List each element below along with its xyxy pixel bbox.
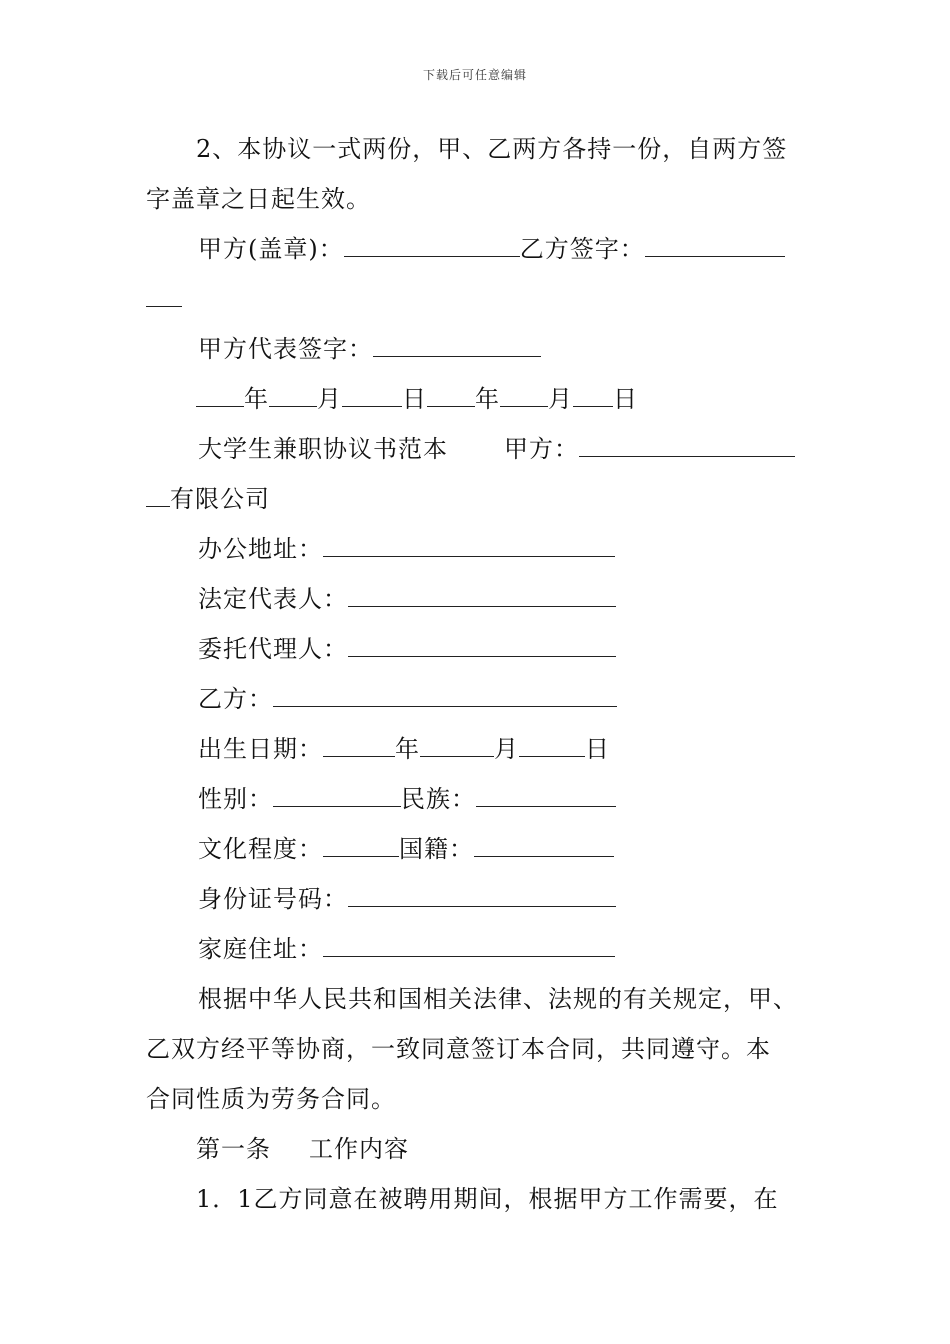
gender-label: 性别： [198, 785, 273, 813]
birth-month-label: 月 [494, 735, 519, 763]
agent-blank[interactable] [348, 634, 616, 657]
gender-ethnicity-line [198, 784, 616, 814]
party-a-seal-label: 甲方(盖章)： [198, 235, 344, 263]
company-suffix: 有限公司 [170, 485, 270, 513]
party-a-name-blank[interactable] [579, 434, 795, 457]
education-label: 文化程度： [198, 835, 323, 863]
date-line [196, 384, 638, 414]
birth-year-label: 年 [395, 735, 420, 763]
date-1-day-blank[interactable] [342, 384, 402, 407]
date-2-year-label: 年 [475, 385, 500, 413]
date-2-year-blank[interactable] [427, 384, 475, 407]
article-1-heading [196, 1134, 409, 1164]
party-b-line [198, 684, 617, 714]
date-2-day-label: 日 [613, 385, 638, 413]
ethnicity-blank[interactable] [476, 784, 616, 807]
page-header-caption: 下载后可任意编辑 [422, 68, 527, 82]
party-b-sign-blank-continued[interactable] [146, 284, 182, 307]
party-b-sign-blank[interactable] [645, 234, 785, 257]
party-b-sign-label: 乙方签字： [519, 235, 645, 263]
home-address-label: 家庭住址： [198, 935, 323, 963]
date-1-year-blank[interactable] [196, 384, 244, 407]
birth-day-label: 日 [585, 735, 610, 763]
birth-month-blank[interactable] [420, 734, 494, 757]
id-number-blank[interactable] [348, 884, 616, 907]
birth-date-label: 出生日期： [198, 735, 323, 763]
party-a-name-blank-continued[interactable] [146, 484, 170, 507]
education-blank[interactable] [323, 834, 399, 857]
ethnicity-label: 民族： [401, 785, 476, 813]
birth-day-blank[interactable] [519, 734, 585, 757]
date-2-month-label: 月 [548, 385, 573, 413]
party-b-blank[interactable] [273, 684, 617, 707]
date-1-year-label: 年 [244, 385, 269, 413]
date-2-month-blank[interactable] [500, 384, 548, 407]
party-a-rep-label: 甲方代表签字： [198, 335, 373, 363]
birth-year-blank[interactable] [323, 734, 395, 757]
article-1-number: 第一条 [196, 1135, 271, 1163]
article-1-title: 工作内容 [309, 1135, 409, 1163]
home-address-blank[interactable] [323, 934, 615, 957]
office-address-line [198, 534, 615, 564]
legal-rep-line [198, 584, 616, 614]
nationality-label: 国籍： [399, 835, 474, 863]
party-b-label: 乙方： [198, 685, 273, 713]
birth-date-line [198, 734, 610, 764]
document-title: 大学生兼职协议书范本 [198, 435, 448, 463]
signature-line [198, 234, 785, 264]
education-nationality-line [198, 834, 614, 864]
party-a-company-line [146, 484, 270, 514]
gender-blank[interactable] [273, 784, 401, 807]
id-number-line [198, 884, 616, 914]
home-address-line [198, 934, 615, 964]
party-a-rep-blank[interactable] [373, 334, 541, 357]
date-1-day-label: 日 [402, 385, 427, 413]
preamble-line-3: 合同性质为劳务合同。 [146, 1085, 396, 1113]
preamble-line-1: 根据中华人民共和国相关法律、法规的有关规定，甲、 [198, 985, 798, 1013]
agent-line [198, 634, 616, 664]
date-2-day-blank[interactable] [573, 384, 613, 407]
legal-rep-label: 法定代表人： [198, 585, 348, 613]
clause-2-line-1: 2、本协议一式两份，甲、乙两方各持一份，自两方签 [196, 135, 788, 163]
signature-line-continued [146, 284, 182, 314]
preamble-line-2: 乙双方经平等协商，一致同意签订本合同，共同遵守。本 [146, 1035, 771, 1063]
office-address-label: 办公地址： [198, 535, 323, 563]
party-a-rep-line [198, 334, 541, 364]
party-a-label: 甲方： [504, 435, 579, 463]
date-1-month-blank[interactable] [269, 384, 317, 407]
nationality-blank[interactable] [474, 834, 614, 857]
article-1-clause-1: 1．1乙方同意在被聘用期间，根据甲方工作需要，在 [196, 1185, 779, 1213]
legal-rep-blank[interactable] [348, 584, 616, 607]
document-title-line [198, 434, 795, 464]
agent-label: 委托代理人： [198, 635, 348, 663]
date-1-month-label: 月 [317, 385, 342, 413]
id-number-label: 身份证号码： [198, 885, 348, 913]
office-address-blank[interactable] [323, 534, 615, 557]
clause-2-line-2: 字盖章之日起生效。 [146, 185, 371, 213]
party-a-seal-blank[interactable] [344, 234, 520, 257]
